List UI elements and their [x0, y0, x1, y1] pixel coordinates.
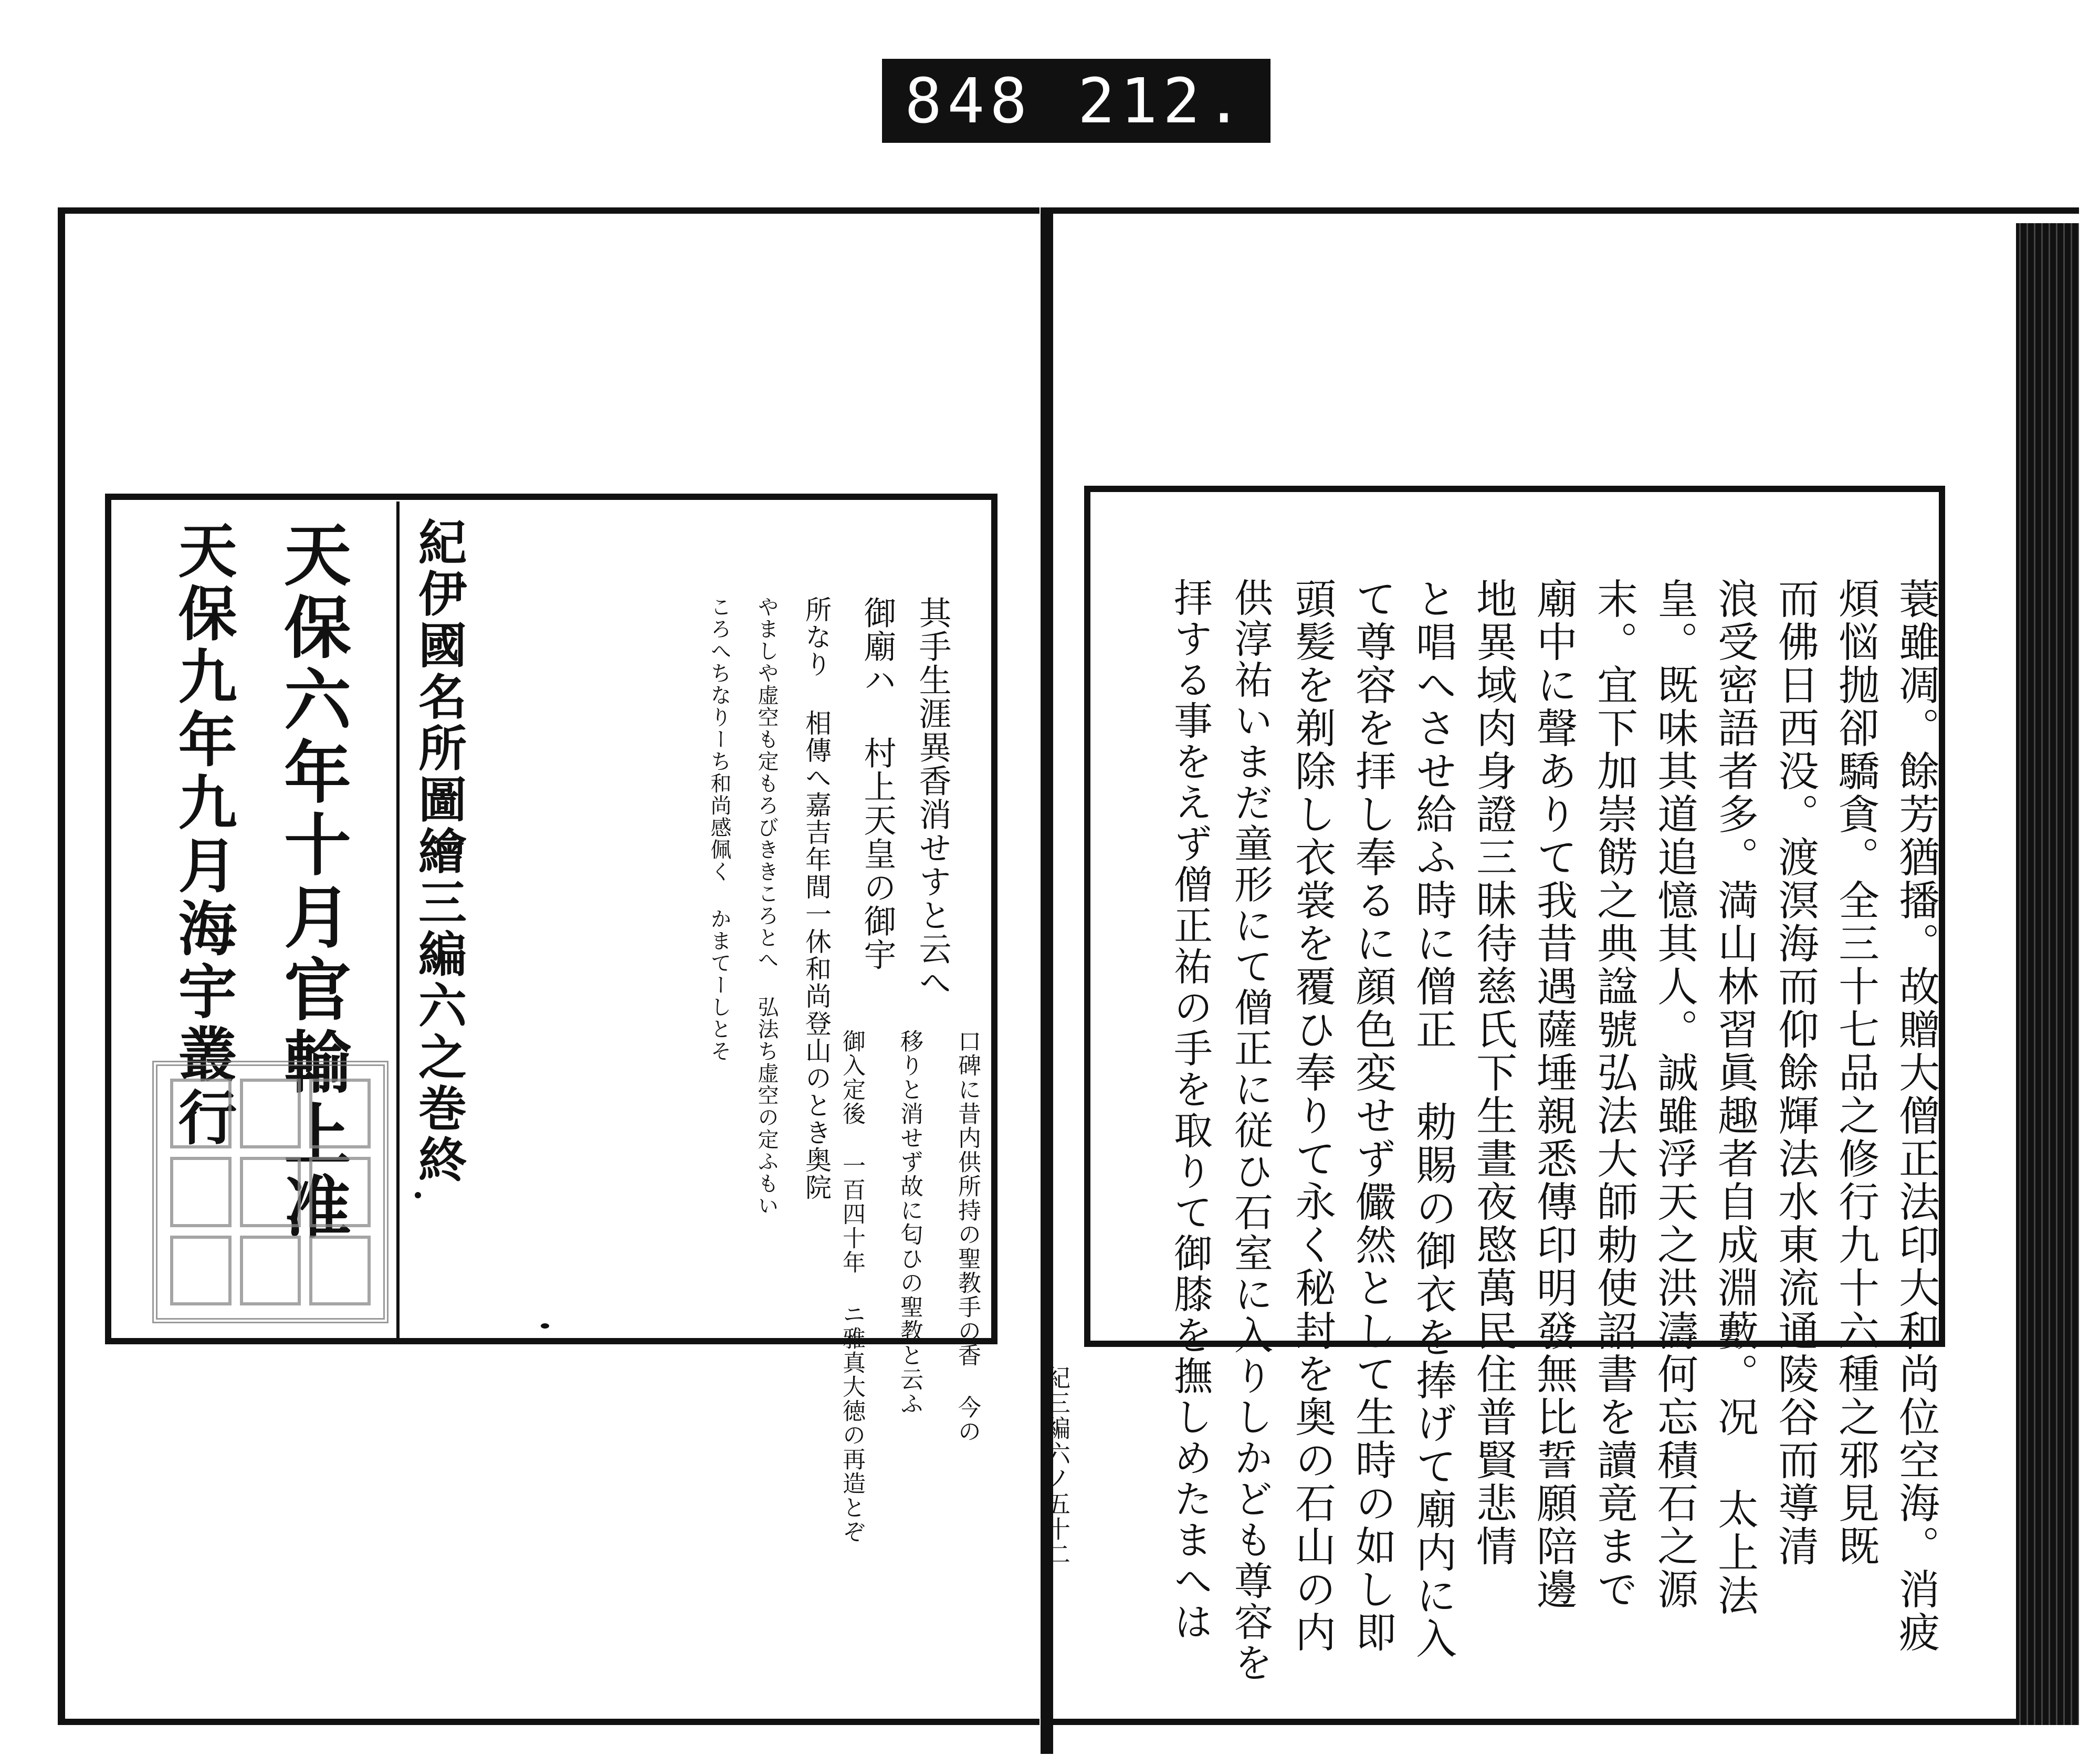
body-column: 蓑雖凋。餘芳猶播。故贈大僧正法印大和尚位空海。消疲 — [1892, 578, 1939, 1654]
note-column: やましや虚空も定もろびききころとへ 弘法ち虚空の定ふもい — [754, 596, 779, 1217]
page-edges — [2016, 223, 2079, 1725]
colophon-title: 紀伊國名所圖繪三編六之巻終 — [411, 517, 467, 1186]
catalog-number-left: 848 — [905, 65, 1033, 137]
seal-glyph — [240, 1079, 301, 1148]
seal-glyph — [170, 1079, 232, 1148]
body-column: 而佛日西没。渡溟海而仰餘輝法水東流通陵谷而導清 — [1771, 578, 1819, 1568]
seal-stamp — [152, 1061, 388, 1323]
seal-glyph — [309, 1236, 371, 1305]
note-column: 所なり 相傳へ嘉吉年間一休和尚登山のとき奥院 — [801, 596, 832, 1201]
note-column: 移りと消せず故に匂ひの聖教と云ふ — [896, 1029, 923, 1416]
note-column: 其手生涯異香消せすと云へ — [914, 596, 952, 999]
seal-glyph — [309, 1079, 371, 1148]
note-column: ころへちなりーち和尚感佩く かまてーしとそ — [707, 596, 731, 1062]
seal-glyph — [309, 1157, 371, 1227]
folio-page-marker: 紀三編六ノ五十二 — [1043, 1365, 1071, 1567]
ink-speck — [415, 1192, 421, 1198]
catalog-number-label — [882, 59, 1270, 143]
colophon-divider — [396, 501, 400, 1339]
ink-speck — [541, 1323, 549, 1329]
body-column: 供淳祐いまだ童形にて僧正に従ひ石室に入りしかども尊容を — [1228, 578, 1273, 1684]
seal-glyph — [170, 1236, 232, 1305]
body-column: 拝する事をえず僧正祐の手を取りて御膝を撫しめたまへは — [1168, 578, 1213, 1643]
body-column: て尊容を拝し奉るに顔色変せず儼然として生時の如し即 — [1349, 578, 1396, 1654]
body-column: 地異域肉身證三昧待慈氏下生晝夜愍萬民住普賢悲情 — [1469, 578, 1517, 1568]
body-column: 廟中に聲ありて我昔遇薩埵親悉傳印明發無比誓願陪邊 — [1530, 578, 1577, 1611]
note-column: 御廟ハ 村上天皇の御宇 — [858, 596, 897, 971]
body-column: と唱へさせ給ふ時に僧正 勅賜の御衣を捧げて廟内に入 — [1409, 578, 1456, 1660]
body-column: 皇。既味其道追憶其人。誠雖浮天之洪濤何忘積石之源 — [1651, 578, 1698, 1611]
body-column: 浪受密語者多。満山林習眞趣者自成淵藪。况 太上法 — [1711, 578, 1758, 1617]
catalog-number-right: 212. — [1077, 65, 1248, 137]
colophon-date-line-1: 天保六年十月官輸上准 — [272, 520, 351, 1245]
body-column: 煩悩抛卻驕貪。全三十七品之修行九十六種之邪見既 — [1832, 578, 1879, 1568]
seal-glyph — [240, 1236, 301, 1305]
note-column: 口碑に昔内供所持の聖教手の香 今の — [954, 1029, 981, 1444]
body-column: 頭髪を剃除し衣裳を覆ひ奉りて永く秘封を奥の石山の内 — [1288, 578, 1336, 1654]
body-column: 末。宜下加崇餝之典諡號弘法大師勅使詔書を讀竟まで — [1590, 578, 1637, 1611]
note-column: 御入定後 一百四十年 ニ雅真大徳の再造とぞ — [838, 1029, 865, 1544]
colophon-date-line-2: 天保九年九月海宇叢行 — [169, 520, 237, 1150]
seal-glyph — [240, 1157, 301, 1227]
seal-glyph — [170, 1157, 232, 1227]
